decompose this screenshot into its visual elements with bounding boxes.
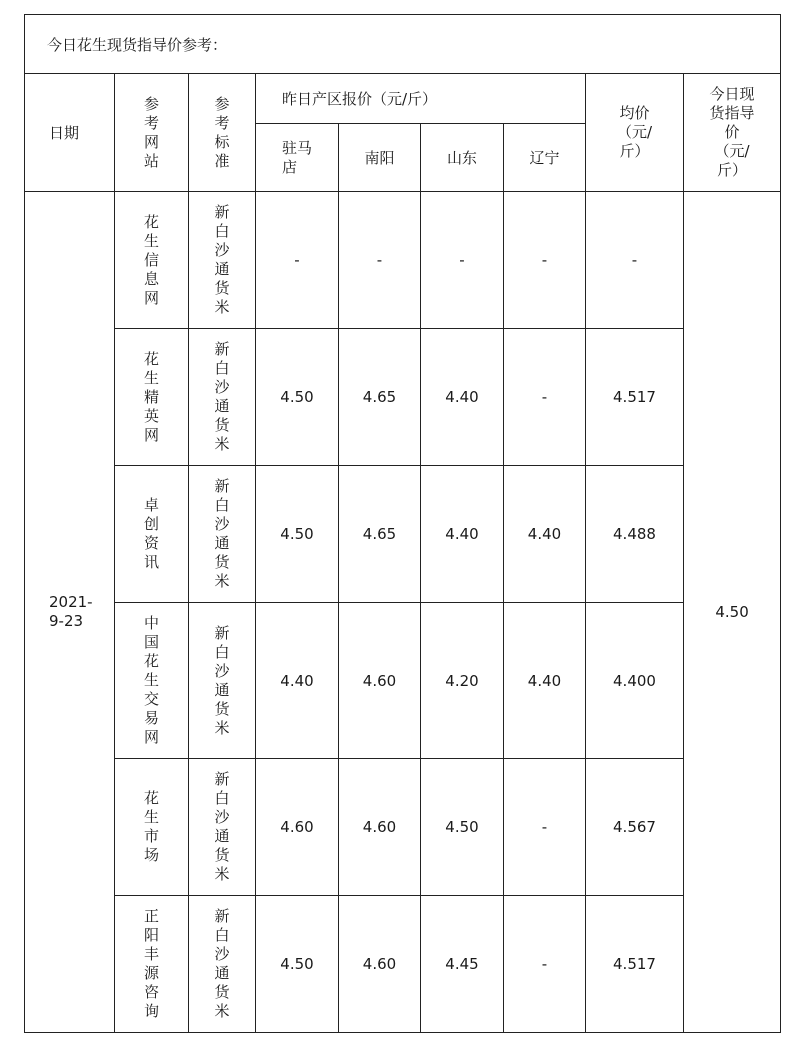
standard-cell: 新白沙通货米 (189, 329, 256, 466)
price-cell: 4.40 (421, 466, 504, 603)
standard-cell: 新白沙通货米 (189, 466, 256, 603)
site-cell: 中国花生交易网 (115, 603, 189, 759)
price-cell: - (256, 192, 339, 329)
price-cell: - (421, 192, 504, 329)
price-cell: 4.60 (339, 603, 421, 759)
table-row (25, 466, 781, 603)
header-date: 日期 (25, 74, 115, 192)
price-cell: 4.50 (256, 329, 339, 466)
avg-cell: 4.517 (586, 329, 684, 466)
header-region: 南阳 (339, 124, 421, 192)
avg-cell: - (586, 192, 684, 329)
price-cell: - (339, 192, 421, 329)
header-region: 辽宁 (504, 124, 586, 192)
price-cell: - (504, 896, 586, 1033)
document-title: 今日花生现货指导价参考： (25, 15, 781, 74)
price-cell: 4.50 (256, 466, 339, 603)
table-row (25, 759, 781, 896)
price-table (24, 14, 781, 1033)
price-cell: - (504, 192, 586, 329)
price-cell: 4.45 (421, 896, 504, 1033)
price-cell: 4.50 (421, 759, 504, 896)
price-cell: 4.65 (339, 466, 421, 603)
price-cell: 4.50 (256, 896, 339, 1033)
price-cell: 4.40 (504, 466, 586, 603)
header-standard: 参考标准 (189, 74, 256, 192)
site-cell: 卓创资讯 (115, 466, 189, 603)
header-site: 参考网站 (115, 74, 189, 192)
price-cell: - (504, 329, 586, 466)
avg-cell: 4.488 (586, 466, 684, 603)
header-guide: 今日现货指导价（元/斤） (684, 74, 781, 192)
price-cell: 4.60 (256, 759, 339, 896)
price-cell: 4.40 (256, 603, 339, 759)
avg-cell: 4.400 (586, 603, 684, 759)
price-cell: 4.60 (339, 896, 421, 1033)
site-cell: 花生信息网 (115, 192, 189, 329)
price-cell: - (504, 759, 586, 896)
site-cell: 花生精英网 (115, 329, 189, 466)
price-reference-document (24, 14, 780, 1033)
header-region: 山东 (421, 124, 504, 192)
price-cell: 4.65 (339, 329, 421, 466)
avg-cell: 4.567 (586, 759, 684, 896)
site-cell: 花生市场 (115, 759, 189, 896)
standard-cell: 新白沙通货米 (189, 603, 256, 759)
price-cell: 4.20 (421, 603, 504, 759)
avg-cell: 4.517 (586, 896, 684, 1033)
price-cell: 4.40 (421, 329, 504, 466)
table-row (25, 896, 781, 1033)
table-row (25, 192, 781, 329)
standard-cell: 新白沙通货米 (189, 759, 256, 896)
price-cell: 4.60 (339, 759, 421, 896)
guide-price-cell: 4.50 (684, 192, 781, 1033)
table-row (25, 603, 781, 759)
header-avg: 均价（元/斤） (586, 74, 684, 192)
standard-cell: 新白沙通货米 (189, 192, 256, 329)
standard-cell: 新白沙通货米 (189, 896, 256, 1033)
site-cell: 正阳丰源咨询 (115, 896, 189, 1033)
date-cell: 2021-9-23 (25, 192, 115, 1033)
header-quote-group: 昨日产区报价（元/斤） (256, 74, 586, 124)
header-region: 驻马店 (256, 124, 339, 192)
table-row (25, 329, 781, 466)
price-cell: 4.40 (504, 603, 586, 759)
